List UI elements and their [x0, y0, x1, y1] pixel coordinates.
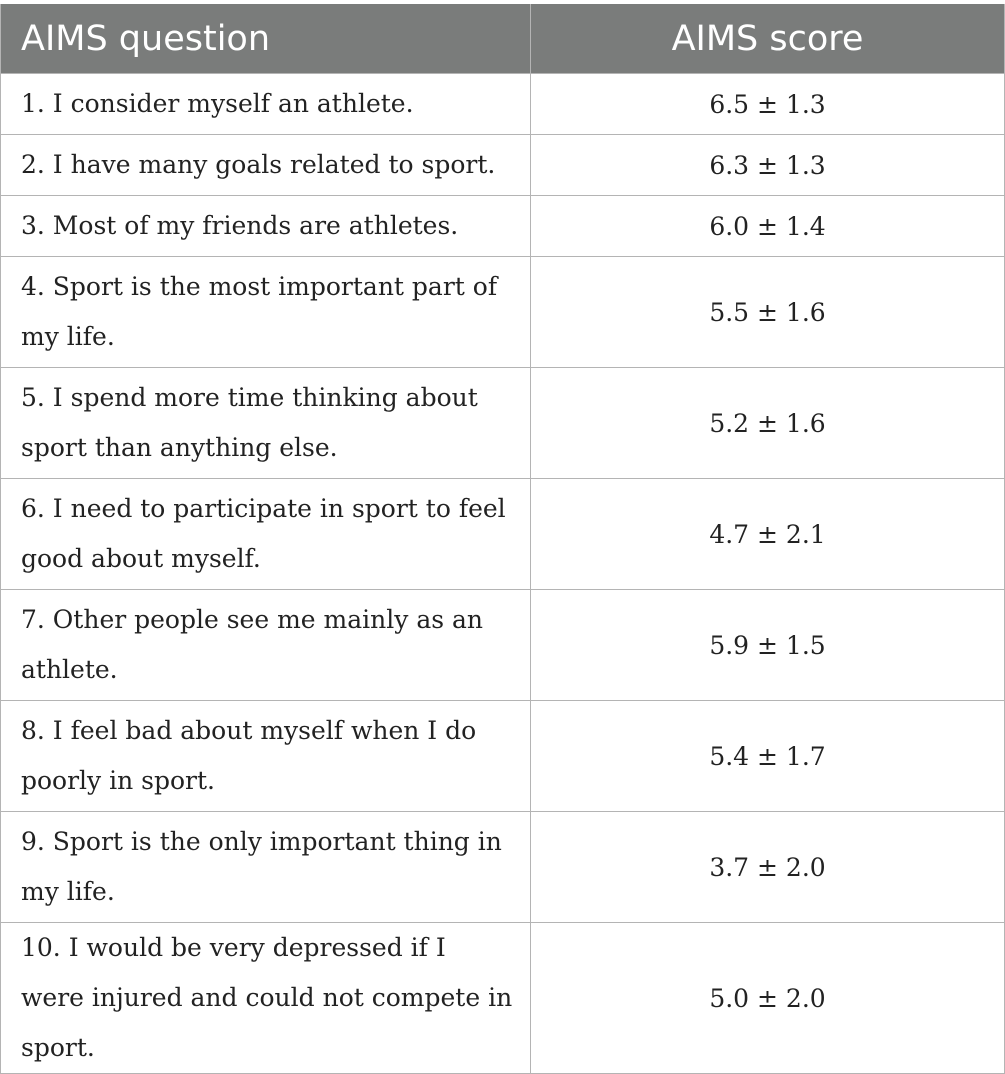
- table-row: [1, 590, 1005, 701]
- score-cell: 5.0 ± 2.0: [531, 923, 1005, 1074]
- score-cell: 5.9 ± 1.5: [531, 590, 1005, 701]
- aims-table: [0, 4, 1005, 1074]
- question-cell: 4. Sport is the most important part of my life.: [1, 257, 531, 368]
- table-row: [1, 701, 1005, 812]
- score-cell: 6.5 ± 1.3: [531, 74, 1005, 135]
- question-cell: 8. I feel bad about myself when I do poorly in sport.: [1, 701, 531, 812]
- table-row: [1, 923, 1005, 1074]
- question-cell: 5. I spend more time thinking about sport than anything else.: [1, 368, 531, 479]
- score-cell: 3.7 ± 2.0: [531, 812, 1005, 923]
- column-header-score: AIMS score: [531, 4, 1005, 74]
- score-cell: 6.3 ± 1.3: [531, 135, 1005, 196]
- question-cell: 7. Other people see me mainly as an athlete.: [1, 590, 531, 701]
- question-cell: 3. Most of my friends are athletes.: [1, 196, 531, 257]
- score-cell: 5.2 ± 1.6: [531, 368, 1005, 479]
- question-cell: 10. I would be very depressed if I were injured and could not compete in sport.: [1, 923, 531, 1074]
- table-row: [1, 74, 1005, 135]
- table-header-row: [1, 4, 1005, 74]
- table-row: [1, 812, 1005, 923]
- question-cell: 6. I need to participate in sport to feel good about myself.: [1, 479, 531, 590]
- score-cell: 6.0 ± 1.4: [531, 196, 1005, 257]
- score-cell: 4.7 ± 2.1: [531, 479, 1005, 590]
- table-row: [1, 479, 1005, 590]
- aims-table-container: [0, 4, 1004, 1074]
- question-cell: 1. I consider myself an athlete.: [1, 74, 531, 135]
- table-row: [1, 196, 1005, 257]
- column-header-question: AIMS question: [1, 4, 531, 74]
- question-cell: 9. Sport is the only important thing in my life.: [1, 812, 531, 923]
- table-row: [1, 257, 1005, 368]
- question-cell: 2. I have many goals related to sport.: [1, 135, 531, 196]
- table-row: [1, 135, 1005, 196]
- score-cell: 5.4 ± 1.7: [531, 701, 1005, 812]
- table-row: [1, 368, 1005, 479]
- score-cell: 5.5 ± 1.6: [531, 257, 1005, 368]
